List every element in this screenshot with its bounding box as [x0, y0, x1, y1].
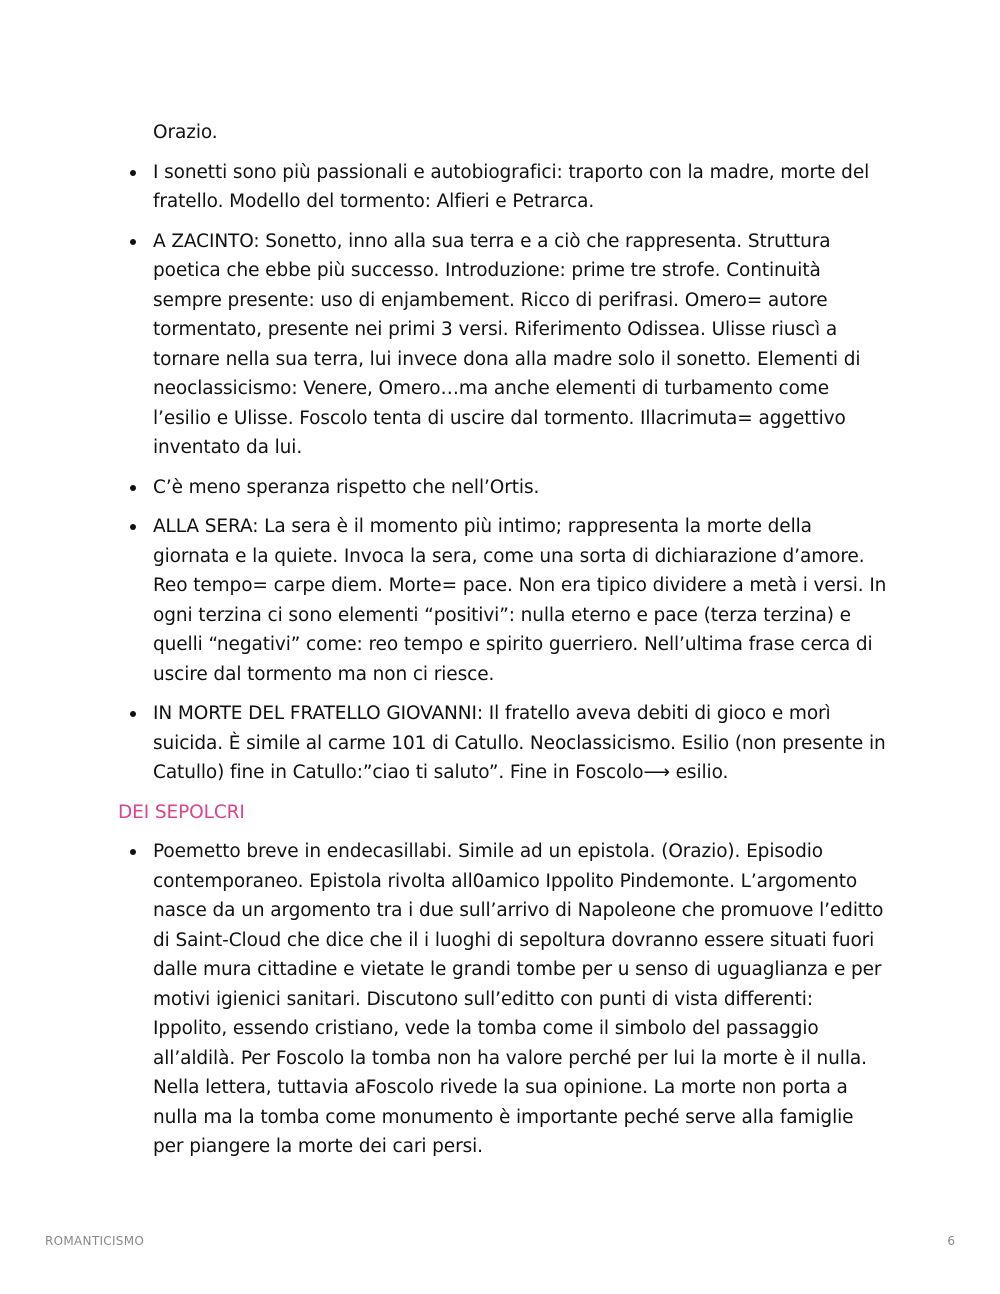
list-item-text: IN MORTE DEL FRATELLO GIOVANNI: Il fratello aveva debiti di gioco e morì suicida. È simile al carme 101 di Catullo. Neoclassicismo. Esilio (non presente in Catullo) fine in Catullo:”ciao ti saluto”. Fine in Foscolo⟶ esilio. [153, 703, 886, 783]
list-item-text: ALLA SERA: La sera è il momento più intimo; rappresenta la morte della giornata e la quiete. Invoca la sera, come una sorta di dichiarazione d’amore. Reo tempo= carpe diem. Morte= pace. Non era tipico dividere a metà i versi. In ogni terzina ci sono elementi “positivi”: nulla eterno e pace (terza terzina) e quelli “negativi” come: reo tempo e spirito guerriero. Nell’ultima frase cerca di uscire dal tormento ma non ci riesce. [153, 516, 887, 685]
list-item [118, 837, 888, 1162]
bullet-dot-icon [130, 170, 136, 176]
list-item-text: C’è meno speranza rispetto che nell’Ortis. [153, 476, 540, 498]
footer-running-title: ROMANTICISMO [45, 1234, 145, 1248]
bullet-list-foscolo-poems [118, 158, 888, 788]
bullet-dot-icon [130, 711, 136, 717]
footer-page-number: 6 [947, 1234, 955, 1248]
bullet-dot-icon [130, 524, 136, 530]
bullet-dot-icon [130, 849, 136, 855]
continuation-paragraph: Orazio. [153, 122, 218, 143]
list-item [118, 512, 888, 689]
bullet-dot-icon [130, 239, 136, 245]
bullet-list-dei-sepolcri [118, 837, 888, 1162]
section-heading-dei-sepolcri: DEI SEPOLCRI [118, 801, 245, 823]
list-item-text: Poemetto breve in endecasillabi. Simile ad un epistola. (Orazio). Episodio contemporaneo. Epistola rivolta all0amico Ippolito Pindemonte. L’argomento nasce da un argomento tra i due sull’arrivo di Napoleone che promuove l’editto di Saint-Cloud che dice che il i luoghi di sepoltura dovranno essere situati fuori dalle mura cittadine e vietate le grandi tombe per u senso di uguaglianza e per motivi igienici sanitari. Discutono sull’editto con punti di vista differenti: Ippolito, essendo cristiano, vede la tomba come il simbolo del passaggio all’aldilà. Per Foscolo la tomba non ha valore perché per lui la morte è il nulla. Nella lettera, tuttavia aFoscolo rivede la sua opinione. La morte non porta a nulla ma la tomba come monumento è importante peché serve alla famiglie per piangere la morte dei cari persi. [153, 841, 884, 1157]
list-item [118, 473, 888, 503]
bullet-dot-icon [130, 485, 136, 491]
page-content [118, 118, 888, 1172]
list-item [118, 158, 888, 217]
list-item-text: A ZACINTO: Sonetto, inno alla sua terra e a ciò che rappresenta. Struttura poetica che ebbe più successo. Introduzione: prime tre strofe. Continuità sempre presente: uso di enjambement. Ricco di perifrasi. Omero= autore tormentato, presente nei primi 3 versi. Riferimento Odissea. Ulisse riuscì a tornare nella sua terra, lui invece dona alla madre solo il sonetto. Elementi di neoclassicismo: Venere, Omero…ma anche elementi di turbamento come l’esilio e Ulisse. Foscolo tenta di uscire dal tormento. Illacrimuta= aggettivo inventato da lui. [153, 230, 861, 458]
list-item [118, 227, 888, 463]
list-item [118, 699, 888, 788]
list-item-text: I sonetti sono più passionali e autobiografici: traporto con la madre, morte del fratello. Modello del tormento: Alfieri e Petrarca. [153, 161, 870, 212]
